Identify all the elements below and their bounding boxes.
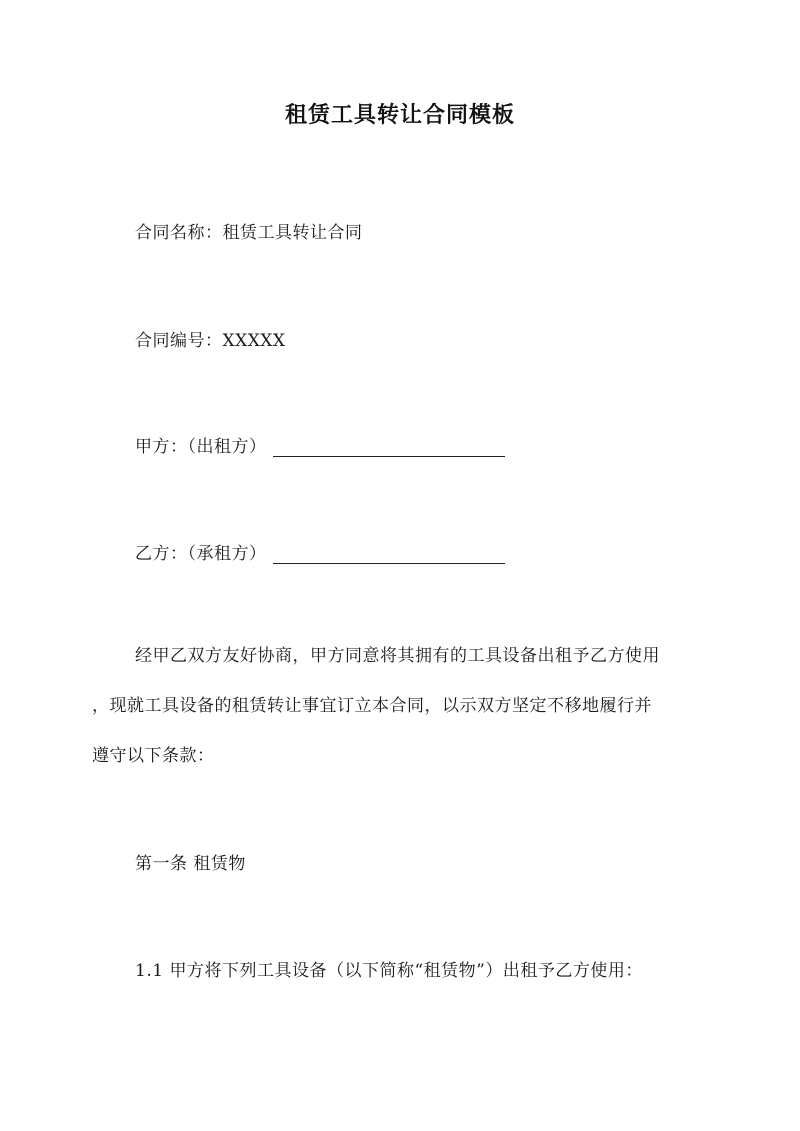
party-a-line bbox=[135, 432, 505, 457]
intro-line: ，现就工具设备的租赁转让事宜订立本合同，以示双方坚定不移地履行并 bbox=[92, 696, 652, 716]
party-a-blank-field[interactable] bbox=[273, 438, 505, 457]
clause-1-1: 1.1 甲方将下列工具设备（以下简称“租赁物”）出租予乙方使用： bbox=[135, 961, 643, 981]
document-title: 租赁工具转让合同模板 bbox=[284, 102, 515, 128]
intro-paragraph bbox=[92, 631, 710, 781]
article-1-heading: 第一条 租赁物 bbox=[135, 854, 246, 874]
contract-number-line: 合同编号：XXXXX bbox=[135, 331, 286, 351]
party-b-line bbox=[135, 539, 505, 564]
contract-name-line: 合同名称：租赁工具转让合同 bbox=[135, 223, 363, 243]
party-b-blank-field[interactable] bbox=[273, 545, 505, 564]
party-b-label: 乙方：（承租方） bbox=[135, 544, 267, 564]
party-a-label: 甲方：（出租方） bbox=[135, 437, 267, 457]
intro-line: 经甲乙双方友好协商，甲方同意将其拥有的工具设备出租予乙方使用 bbox=[135, 646, 660, 666]
intro-line: 遵守以下条款： bbox=[92, 746, 215, 766]
